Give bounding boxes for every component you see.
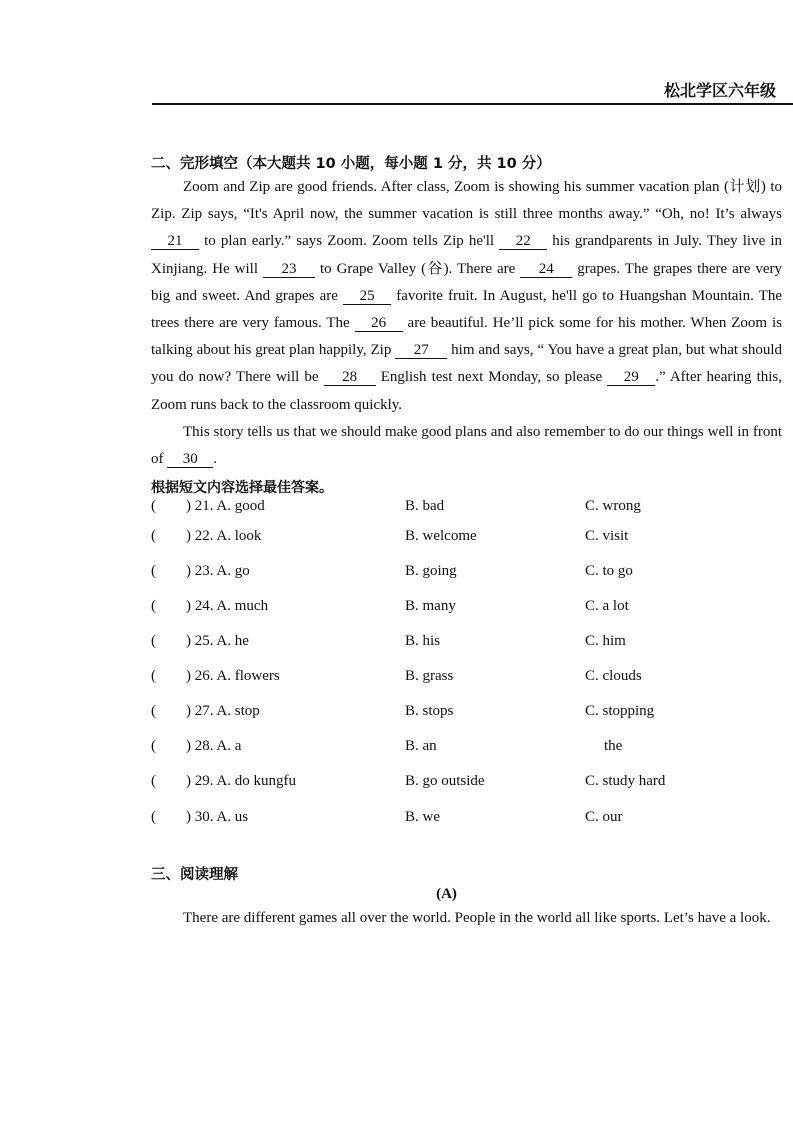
option-c: C. a lot	[585, 598, 629, 614]
answer-paren: (	[151, 598, 156, 614]
passage-a-heading: (A)	[436, 886, 457, 902]
passage-text: favorite fruit. In August, he'll go to Huangshan Mountain. The trees there are very famous. The	[151, 287, 783, 332]
section-3-heading: 三、阅读理解	[151, 867, 238, 883]
blank-28: 28	[324, 369, 376, 386]
answer-paren: (	[151, 498, 156, 514]
option-c: C. visit	[585, 528, 629, 544]
question-21	[0, 498, 793, 520]
question-23	[0, 563, 793, 585]
question-24	[0, 598, 793, 620]
passage-text: Zoom and Zip are good friends. After class, Zoom is showing his summer vacation plan (计划) to Zip. Zip says, “It's April now, the summer vacation is still three months away.” “Oh, no! It’s always	[151, 179, 782, 223]
answer-paren: (	[151, 563, 156, 579]
answer-paren: (	[151, 528, 156, 544]
answer-paren: (	[151, 809, 156, 825]
option-b: B. going	[405, 563, 457, 579]
option-b: B. grass	[405, 668, 454, 684]
cloze-instruction: 根据短文内容选择最佳答案。	[151, 480, 333, 496]
answer-paren: (	[151, 773, 156, 789]
option-b: B. we	[405, 809, 440, 825]
question-29	[0, 773, 793, 795]
question-25	[0, 633, 793, 655]
blank-21: 21	[151, 233, 199, 250]
question-28	[0, 738, 793, 760]
blank-27: 27	[395, 342, 447, 359]
option-c: C. our	[585, 809, 623, 825]
option-c: C. stopping	[585, 703, 655, 719]
reading-intro: There are different games all over the world. People in the world all like sports. Let’s have a look.	[183, 910, 771, 926]
question-22	[0, 528, 793, 550]
passage-text: This story tells us that we should make good plans and also remember to do our things well in front of	[151, 424, 782, 468]
option-b: B. his	[405, 633, 441, 649]
option-b: B. stops	[405, 703, 454, 719]
blank-30: 30	[167, 451, 213, 468]
option-c: C. wrong	[585, 498, 641, 514]
option-c: C. clouds	[585, 668, 642, 684]
passage-text: are beautiful. He’ll pick some for his mother. When Zoom is talking about his great plan happily, Zip	[151, 315, 783, 359]
blank-23: 23	[263, 261, 315, 278]
option-a: ) 26. A. flowers	[186, 668, 280, 684]
option-c: C. to go	[585, 563, 633, 579]
option-c: C. study hard	[585, 773, 666, 789]
option-b: B. go outside	[405, 773, 485, 789]
blank-25: 25	[343, 288, 391, 305]
passage-text: .” After hearing this, Zoom runs back to the classroom quickly.	[151, 369, 783, 413]
section-2-heading: 二、完形填空（本大题共 10 小题，每小题 1 分，共 10 分）	[151, 156, 551, 172]
option-c: the	[604, 738, 623, 754]
question-30	[0, 809, 793, 831]
option-a: ) 25. A. he	[186, 633, 249, 649]
blank-24: 24	[520, 261, 572, 278]
cloze-passage-end	[151, 419, 782, 473]
option-a: ) 21. A. good	[186, 498, 265, 514]
passage-text: his grandparents in July. They live in Xinjiang. He will	[151, 233, 783, 277]
option-c: C. him	[585, 633, 626, 649]
passage-text: to Grape Valley (谷). There are	[319, 260, 516, 277]
option-a: ) 29. A. do kungfu	[186, 773, 296, 789]
answer-paren: (	[151, 633, 156, 649]
answer-paren: (	[151, 738, 156, 754]
passage-text: English test next Monday, so please	[380, 369, 603, 386]
question-26	[0, 668, 793, 690]
option-b: B. bad	[405, 498, 445, 514]
option-b: B. an	[405, 738, 437, 754]
header-title: 松北学区六年级	[664, 81, 777, 100]
question-27	[0, 703, 793, 725]
answer-paren: (	[151, 703, 156, 719]
option-a: ) 24. A. much	[186, 598, 269, 614]
passage-text: him and says, “ You have a great plan, but what should you do now? There will be	[151, 342, 782, 386]
option-a: ) 28. A. a	[186, 738, 242, 754]
blank-22: 22	[499, 233, 547, 250]
blank-26: 26	[355, 315, 403, 332]
option-a: ) 30. A. us	[186, 809, 249, 825]
option-b: B. many	[405, 598, 456, 614]
option-b: B. welcome	[405, 528, 477, 544]
passage-text: grapes. The grapes there are very big and sweet. And grapes are	[151, 260, 783, 304]
passage-text: to plan early.” says Zoom. Zoom tells Zip he'll	[204, 233, 495, 250]
header-rule	[152, 103, 793, 105]
answer-paren: (	[151, 668, 156, 684]
cloze-passage	[151, 174, 782, 419]
option-a: ) 23. A. go	[186, 563, 250, 579]
option-a: ) 22. A. look	[186, 528, 262, 544]
blank-29: 29	[607, 369, 655, 386]
option-a: ) 27. A. stop	[186, 703, 260, 719]
passage-text: .	[213, 451, 217, 468]
